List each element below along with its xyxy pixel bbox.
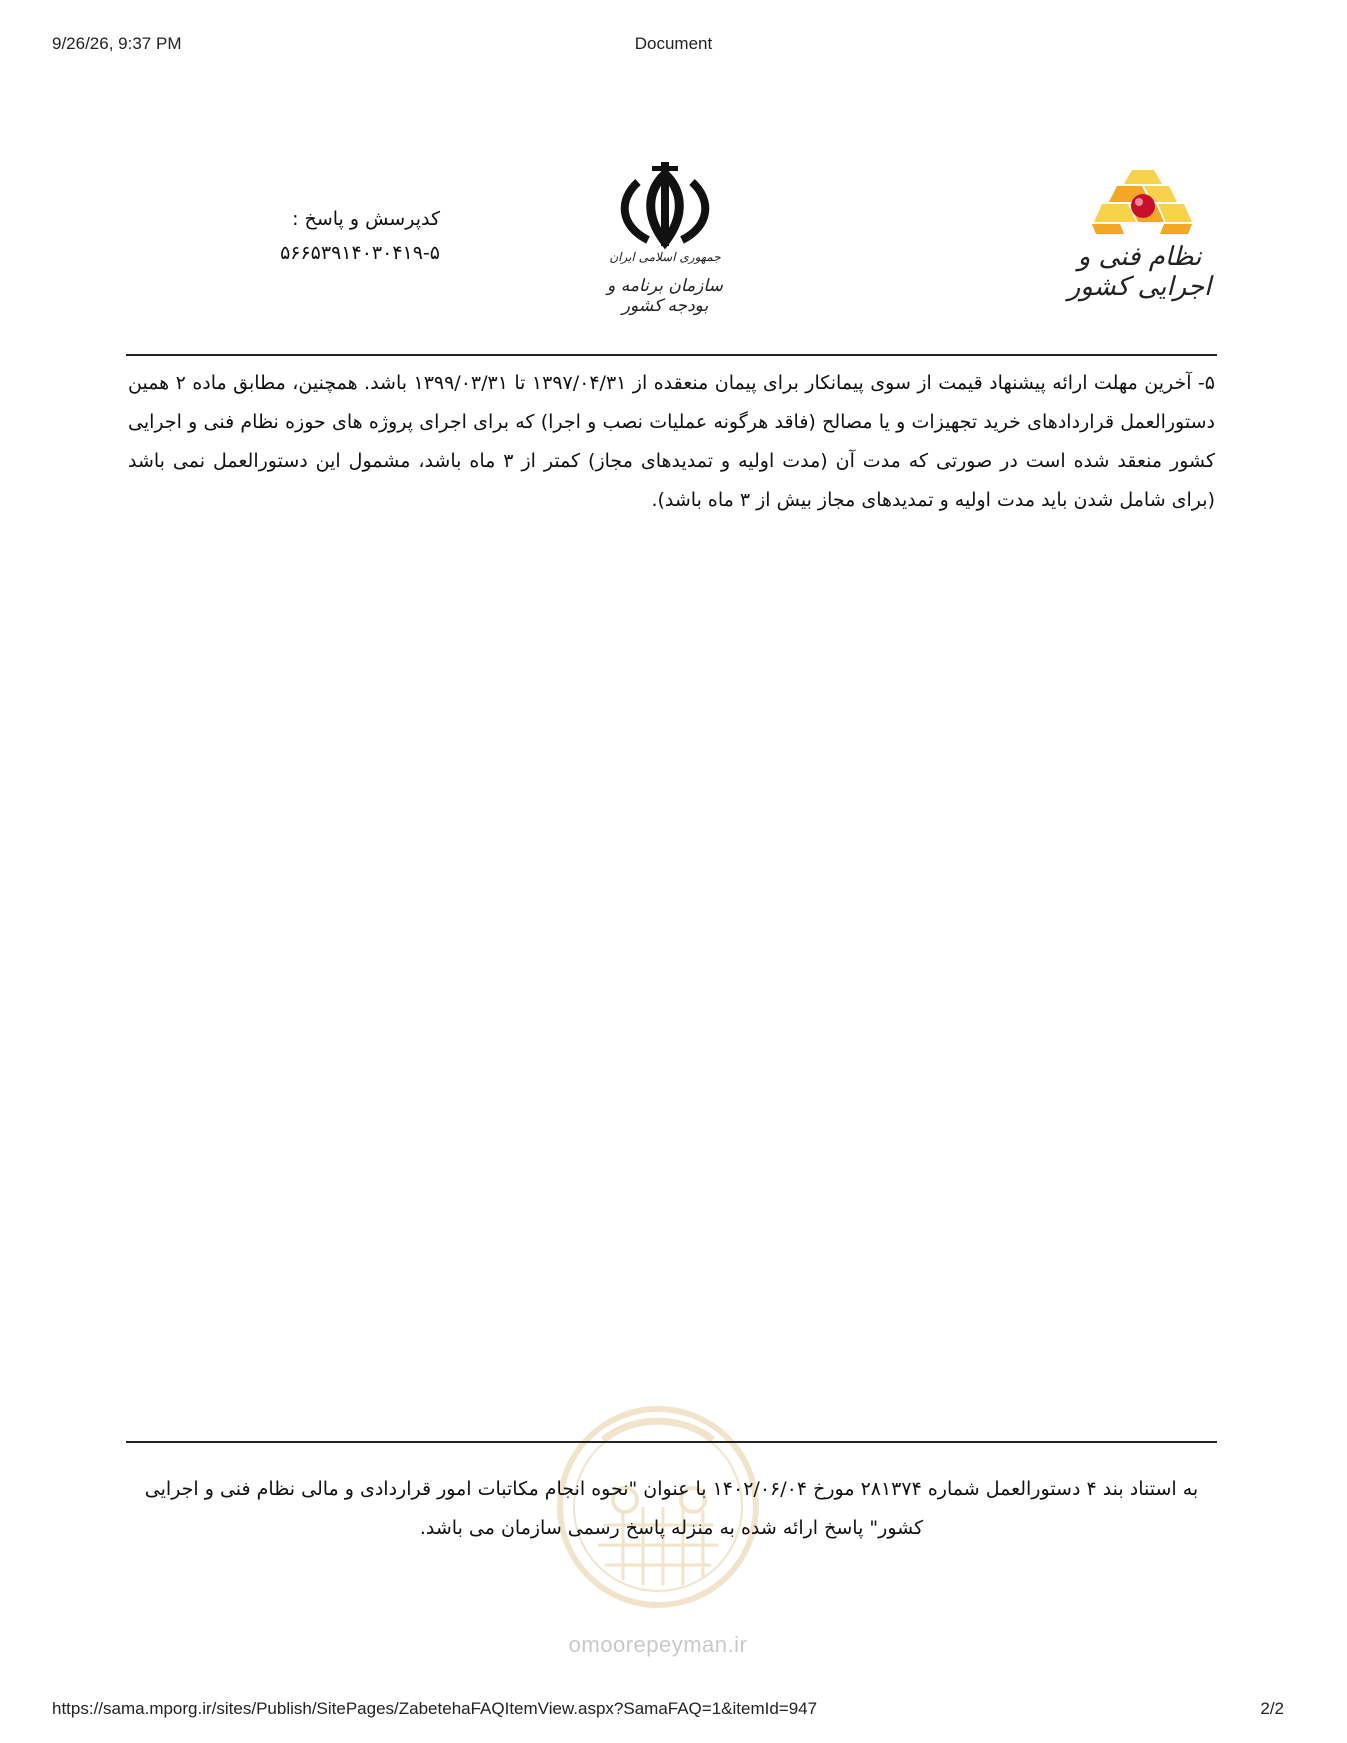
faq-code-block (230, 208, 440, 264)
watermark-site: omoorepeyman.ir (568, 1632, 748, 1657)
top-divider (126, 354, 1217, 356)
emblem-caption-country: جمهوری اسلامی ایران (609, 250, 721, 264)
print-header (0, 34, 1347, 56)
faq-code-value: ۵۶۶۵۳۹۱۴۰۳۰۴۱۹-۵ (280, 242, 440, 264)
legal-footer-line-1: به استناد بند ۴ دستورالعمل شماره ۲۸۱۳۷۴ مورخ ۱۴۰۲/۰۶/۰۴ با عنوان "نحوه انجام مکاتبات امور قراردادی و مالی نظام فنی و اجرایی (144, 1478, 1199, 1500)
print-datetime: 9/26/26, 9:37 PM (52, 34, 182, 53)
print-title: Document (634, 34, 713, 53)
org-name: نظام فنی و اجرایی کشور (1067, 242, 1212, 302)
bottom-divider (126, 1441, 1217, 1443)
legal-footer-note (128, 1470, 1215, 1548)
answer-paragraph: ۵- آخرین مهلت ارائه پیشنهاد قیمت از سوی پیمانکار برای پیمان منعقده از ۱۳۹۷/۰۴/۳۱ تا ۱۳۹۹/۰۳/۳۱ باشد. همچنین، مطابق ماده ۲ همین دستورالعمل قراردادهای خرید تجهیزات و یا مصالح (فاقد هرگونه عملیات نصب و اجرا) که برای اجرای پروژه های حوزه نظام فنی و اجرایی کشور منعقد شده است در صورتی که مدت آن (مدت اولیه و تمدیدهای مجاز) کمتر از ۳ ماه باشد، مشمول این دستورالعمل نمی باشد (برای شامل شدن باید مدت اولیه و تمدیدهای مجاز بیش از ۳ ماه باشد). (128, 372, 1216, 511)
letterhead (0, 150, 1347, 320)
faq-code-label: کدپرسش و پاسخ : (292, 208, 440, 230)
print-url: https://sama.mporg.ir/sites/Publish/SitePages/ZabetehaFAQItemView.aspx?SamaFAQ=1&itemId=947 (52, 1699, 818, 1718)
emblem-caption-organization: سازمان برنامه و بودجه کشور (607, 276, 723, 316)
legal-footer-line-2: کشور" پاسخ ارائه شده به منزله پاسخ رسمی سازمان می باشد. (419, 1517, 924, 1539)
print-footer (0, 1699, 1347, 1721)
page-number: 2/2 (1260, 1699, 1284, 1718)
